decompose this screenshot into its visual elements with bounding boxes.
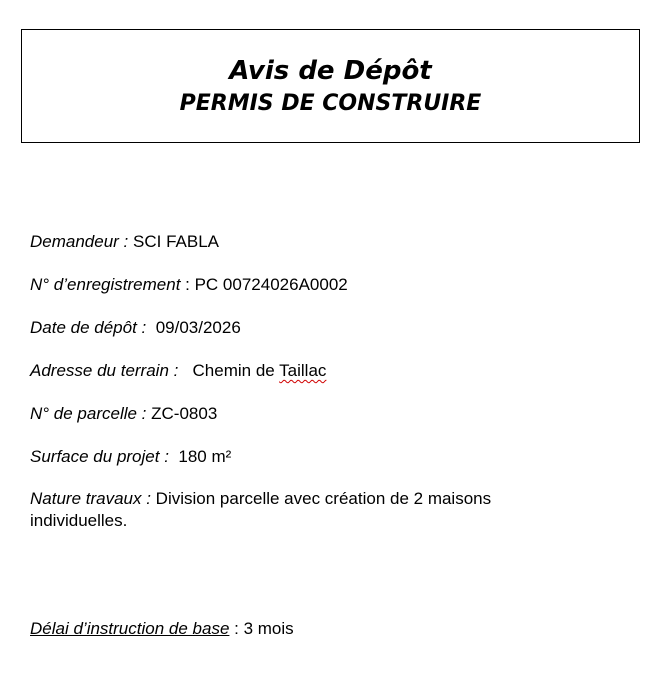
value-adresse-prefix: Chemin de xyxy=(178,361,280,380)
field-adresse xyxy=(30,360,326,382)
separator-delai: : xyxy=(229,619,239,638)
title-box xyxy=(21,29,640,143)
label-demandeur: Demandeur : xyxy=(30,232,129,251)
separator-enregistrement: : xyxy=(180,275,190,294)
field-surface xyxy=(30,446,231,468)
value-parcelle: ZC-0803 xyxy=(146,404,218,423)
title-permis-de-construire: PERMIS DE CONSTRUIRE xyxy=(179,91,482,116)
label-surface: Surface du projet : xyxy=(30,447,169,466)
value-delai-instruction: 3 mois xyxy=(238,619,294,638)
field-demandeur xyxy=(30,231,219,253)
field-nature-travaux xyxy=(30,488,590,532)
field-delai-instruction xyxy=(30,618,294,640)
label-enregistrement: N° d’enregistrement xyxy=(30,275,181,294)
value-date-depot: 09/03/2026 xyxy=(146,318,241,337)
label-adresse: Adresse du terrain : xyxy=(30,361,179,380)
field-parcelle xyxy=(30,403,217,425)
field-date-depot xyxy=(30,317,241,339)
value-adresse-flagged-word: Taillac xyxy=(279,361,327,380)
label-delai-instruction: Délai d’instruction de base xyxy=(30,619,230,638)
value-nature-travaux: Division parcelle avec création de 2 maisons individuelles. xyxy=(30,489,492,530)
value-enregistrement: PC 00724026A0002 xyxy=(189,275,348,294)
value-demandeur: SCI FABLA xyxy=(128,232,219,251)
label-parcelle: N° de parcelle : xyxy=(30,404,147,423)
label-date-depot: Date de dépôt : xyxy=(30,318,147,337)
label-nature-travaux: Nature travaux : xyxy=(30,489,151,508)
value-surface: 180 m² xyxy=(168,447,232,466)
field-enregistrement xyxy=(30,274,348,296)
title-avis-de-depot: Avis de Dépôt xyxy=(229,56,432,86)
